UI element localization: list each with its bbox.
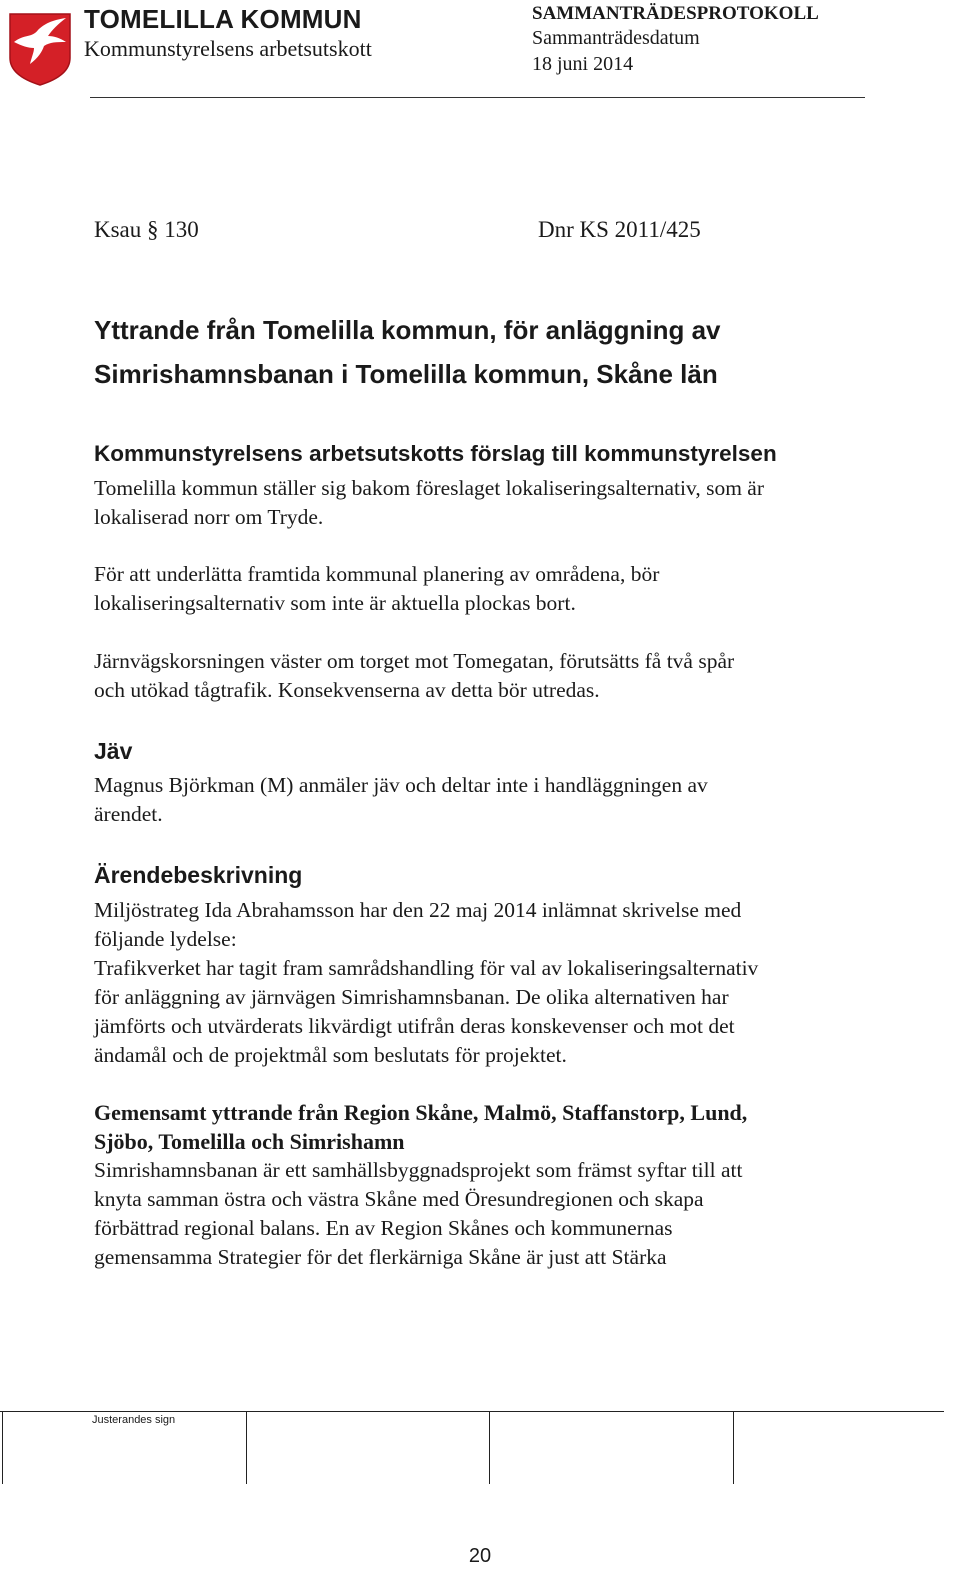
protocol-title: SAMMANTRÄDESPROTOKOLL (532, 3, 819, 24)
proposal-heading: Kommunstyrelsens arbetsutskotts förslag till kommunstyrelsen (94, 441, 777, 466)
signature-cell-divider (2, 1412, 3, 1484)
page-number: 20 (468, 1545, 492, 1567)
joint-statement-text: Simrishamnsbanan är ett samhällsbyggnadsprojekt som främst syftar till att knyta samman östra och västra Skåne med Öresundregionen och skapa förbättrad regional balans. En av Region Skånes och kommunernas gemensamma Strategier för det flerkärniga Skåne är just att Stärka (94, 1158, 743, 1269)
case-description-text: Miljöstrateg Ida Abrahamsson har den 22 maj 2014 inlämnat skrivelse med följande lydelse: Trafikverket har tagit fram samrådshandling för val av lokaliseringsalternativ för anläggning av järnvägen Simrishamnsbanan. De olika alternativen har jämförts och utvärderats likvärdigt utifrån deras konskevenser och mot det ändamål och de projektmål som beslutats för projektet. (94, 898, 759, 1067)
proposal-paragraph-2: För att underlätta framtida kommunal planering av områdena, bör lokaliseringsalternativ som inte är aktuella plockas bort. (94, 562, 660, 615)
diary-number: Dnr KS 2011/425 (538, 217, 701, 242)
organization-subtitle: Kommunstyrelsens arbetsutskott (84, 36, 372, 61)
proposal-paragraph-3: Järnvägskorsningen väster om torget mot Tomegatan, förutsätts få två spår och utökad tågtrafik. Konsekvenserna av detta bör utredas. (94, 649, 735, 702)
paragraph-reference: Ksau § 130 (94, 217, 199, 242)
municipality-crest-logo (8, 12, 72, 86)
conflict-of-interest-heading: Jäv (94, 738, 133, 764)
title-line: Simrishamnsbanan i Tomelilla kommun, Skåne län (94, 359, 718, 389)
signature-label: Justerandes sign (92, 1414, 176, 1426)
signature-cell-divider (733, 1412, 734, 1484)
organization-name: TOMELILLA KOMMUN (84, 4, 362, 34)
document-title (94, 308, 894, 396)
protocol-date: 18 juni 2014 (532, 53, 634, 75)
protocol-date-label: Sammanträdesdatum (532, 27, 700, 49)
case-description-heading: Ärendebeskrivning (94, 862, 303, 888)
signature-cell-divider (489, 1412, 490, 1484)
joint-statement-heading: Gemensamt yttrande från Region Skåne, Malmö, Staffanstorp, Lund, Sjöbo, Tomelilla och Simrishamn (94, 1100, 748, 1154)
conflict-of-interest-text: Magnus Björkman (M) anmäler jäv och deltar inte i handläggningen av ärendet. (94, 773, 708, 826)
proposal-paragraph-1: Tomelilla kommun ställer sig bakom föreslaget lokaliseringsalternativ, som är lokaliserad norr om Tryde. (94, 476, 765, 529)
title-line: Yttrande från Tomelilla kommun, för anläggning av (94, 315, 721, 345)
header-divider (90, 97, 865, 98)
signature-cell-divider (246, 1412, 247, 1484)
